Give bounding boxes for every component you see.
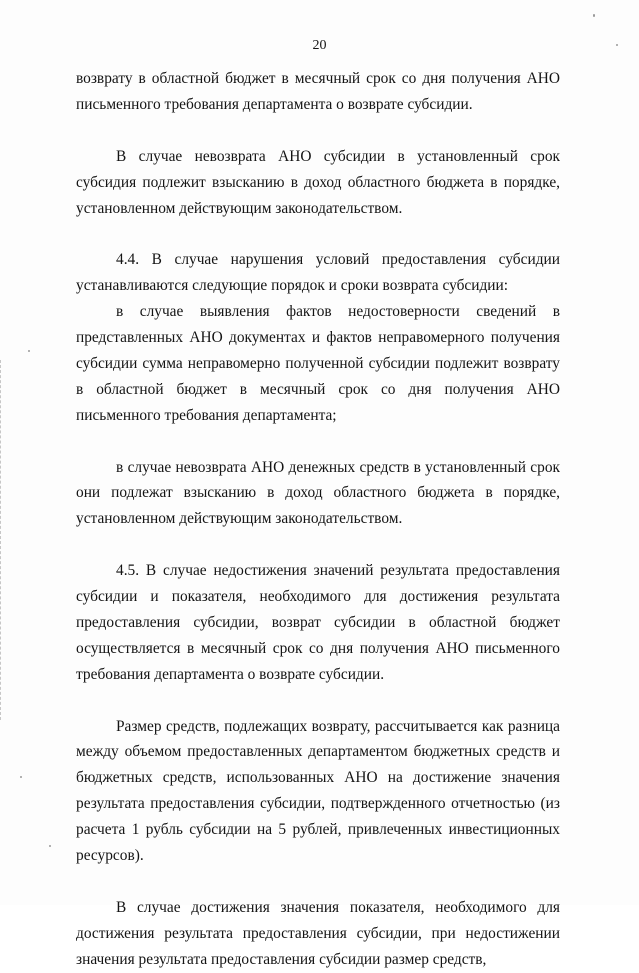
paragraph-nonreturn-subsidy: В случае невозврата АНО субсидии в установленный срок субсидия подлежит взысканию в доход областного бюджета в порядке, установленном действующим законодательством.	[76, 147, 560, 217]
page-number: 20	[312, 38, 327, 53]
paragraph-continuation: возврату в областной бюджет в месячный срок со дня получения АНО письменного требования департамента о возврате субсидии.	[76, 70, 560, 113]
paragraph-nonreturn-funds: в случае невозврата АНО денежных средств в установленный срок они подлежат взысканию в доход областного бюджета в порядке, установленном действующим законодательством.	[76, 458, 560, 528]
paragraph-4-4: 4.4. В случае нарушения условий предоставления субсидии устанавливаются следующие порядок и сроки возврата субсидии:	[76, 251, 560, 295]
scan-speck	[28, 350, 30, 352]
paragraph-4-5: 4.5. В случае недостижения значений результата предоставления субсидии и показателя, необходимого для достижения результата предоставления субсидии, возврат субсидии в областной бюджет осуществляется в месячный срок со дня получения АНО письменного требования департамента о возврате субсидии.	[76, 562, 560, 683]
scan-speck	[49, 845, 51, 847]
scan-speck	[20, 776, 22, 778]
paragraph-refund-amount: Размер средств, подлежащих возврату, рассчитывается как разница между объемом предоставленных департаментом бюджетных средств и бюджетных средств, использованных АНО на достижение значения результата предоставления субсидии, подтвержденного отчетностью (из расчета 1 рубль субсидии на 5 рублей, привлеченных инвестиционных ресурсов).	[76, 717, 560, 865]
scan-edge-shadow	[0, 360, 4, 720]
paragraph-false-info: в случае выявления фактов недостоверности сведений в представленных АНО документах и фактов неправомерного получения субсидии сумма неправомерно полученной субсидии подлежит возврату в областной бюджет в месячный срок со дня получения АНО письменного требования департамента;	[76, 303, 560, 424]
scan-speck	[593, 14, 595, 17]
paragraph-indicator-achieved: В случае достижения значения показателя, необходимого для достижения результата предоставления субсидии, при недостижении значения результата предоставления субсидии размер средств,	[76, 898, 560, 968]
document-body	[76, 66, 560, 973]
scan-speck	[616, 44, 618, 46]
